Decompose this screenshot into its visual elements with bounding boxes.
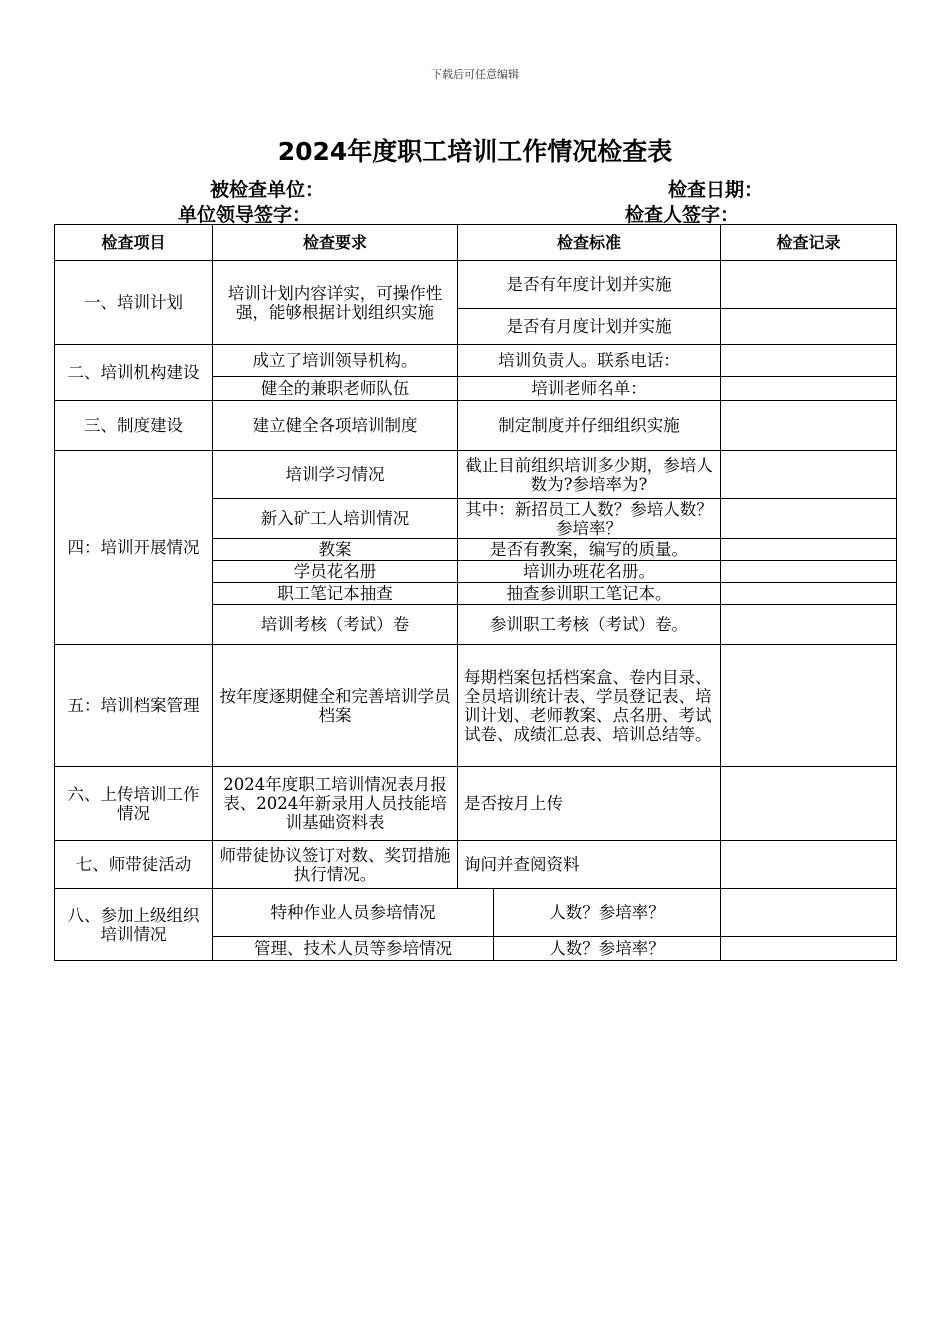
requirement-cell: 新入矿工人培训情况 [213, 499, 458, 539]
record-cell[interactable] [721, 261, 897, 309]
standard-cell: 是否有月度计划并实施 [458, 309, 721, 345]
header-note: 下载后可任意编辑 [431, 68, 519, 81]
requirement-cell: 管理、技术人员等参培情况 [213, 937, 494, 961]
item-cell: 七、师带徒活动 [55, 841, 213, 889]
header-standard: 检查标准 [458, 225, 721, 261]
standard-cell: 其中：新招员工人数？参培人数？参培率？ [458, 499, 721, 539]
standard-cell: 培训负责人。联系电话： [458, 345, 721, 377]
standard-cell: 培训老师名单： [458, 377, 721, 401]
inspection-table [54, 224, 897, 961]
standard-cell: 培训办班花名册。 [458, 561, 721, 583]
requirement-cell: 建立健全各项培训制度 [213, 401, 458, 451]
standard-cell: 是否按月上传 [458, 767, 721, 841]
item-cell: 三、制度建设 [55, 401, 213, 451]
standard-cell: 人数？参培率？ [494, 889, 721, 937]
requirement-cell: 师带徒协议签订对数、奖罚措施执行情况。 [213, 841, 458, 889]
standard-cell: 参训职工考核（考试）卷。 [458, 605, 721, 645]
requirement-cell: 健全的兼职老师队伍 [213, 377, 458, 401]
table-row [55, 841, 897, 889]
item-cell: 六、上传培训工作情况 [55, 767, 213, 841]
table-header-row [55, 225, 897, 261]
standard-cell: 截止目前组织培训多少期，参培人数为?参培率为? [458, 451, 721, 499]
standard-cell: 人数？参培率？ [494, 937, 721, 961]
inspection-date-label: 检查日期： [668, 179, 764, 201]
requirement-cell: 培训计划内容详实，可操作性强，能够根据计划组织实施 [213, 261, 458, 345]
standard-cell: 抽查参训职工笔记本。 [458, 583, 721, 605]
record-cell[interactable] [721, 539, 897, 561]
record-cell[interactable] [721, 451, 897, 499]
table-row [55, 889, 897, 937]
inspector-signature-label: 检查人签字： [625, 204, 740, 226]
header-item: 检查项目 [55, 225, 213, 261]
record-cell[interactable] [721, 767, 897, 841]
requirement-cell: 成立了培训领导机构。 [213, 345, 458, 377]
record-cell[interactable] [721, 401, 897, 451]
requirement-cell: 学员花名册 [213, 561, 458, 583]
item-cell: 一、培训计划 [55, 261, 213, 345]
header-requirement: 检查要求 [213, 225, 458, 261]
record-cell[interactable] [721, 937, 897, 961]
record-cell[interactable] [721, 561, 897, 583]
page-title: 2024年度职工培训工作情况检查表 [277, 137, 673, 166]
item-cell: 八、参加上级组织培训情况 [55, 889, 213, 961]
item-cell: 二、培训机构建设 [55, 345, 213, 401]
record-cell[interactable] [721, 841, 897, 889]
standard-cell: 询问并查阅资料 [458, 841, 721, 889]
header-record: 检查记录 [721, 225, 897, 261]
table-row [55, 345, 897, 377]
requirement-cell: 按年度逐期健全和完善培训学员档案 [213, 645, 458, 767]
table-row [55, 401, 897, 451]
leader-signature-label: 单位领导签字： [178, 204, 312, 226]
table-row [55, 645, 897, 767]
requirement-cell: 培训学习情况 [213, 451, 458, 499]
requirement-cell: 特种作业人员参培情况 [213, 889, 494, 937]
record-cell[interactable] [721, 889, 897, 937]
requirement-cell: 教案 [213, 539, 458, 561]
record-cell[interactable] [721, 605, 897, 645]
item-cell: 五：培训档案管理 [55, 645, 213, 767]
requirement-cell: 职工笔记本抽查 [213, 583, 458, 605]
requirement-cell: 培训考核（考试）卷 [213, 605, 458, 645]
record-cell[interactable] [721, 377, 897, 401]
standard-cell: 制定制度并仔细组织实施 [458, 401, 721, 451]
standard-cell: 每期档案包括档案盒、卷内目录、全员培训统计表、学员登记表、培训计划、老师教案、点名册、考试试卷、成绩汇总表、培训总结等。 [458, 645, 721, 767]
record-cell[interactable] [721, 583, 897, 605]
record-cell[interactable] [721, 309, 897, 345]
table-row [55, 261, 897, 309]
inspected-unit-label: 被检查单位： [210, 179, 325, 201]
standard-cell: 是否有年度计划并实施 [458, 261, 721, 309]
table-row [55, 767, 897, 841]
requirement-cell: 2024年度职工培训情况表月报表、2024年新录用人员技能培训基础资料表 [213, 767, 458, 841]
standard-cell: 是否有教案，编写的质量。 [458, 539, 721, 561]
record-cell[interactable] [721, 499, 897, 539]
item-cell: 四：培训开展情况 [55, 451, 213, 645]
record-cell[interactable] [721, 345, 897, 377]
table-row [55, 451, 897, 499]
record-cell[interactable] [721, 645, 897, 767]
